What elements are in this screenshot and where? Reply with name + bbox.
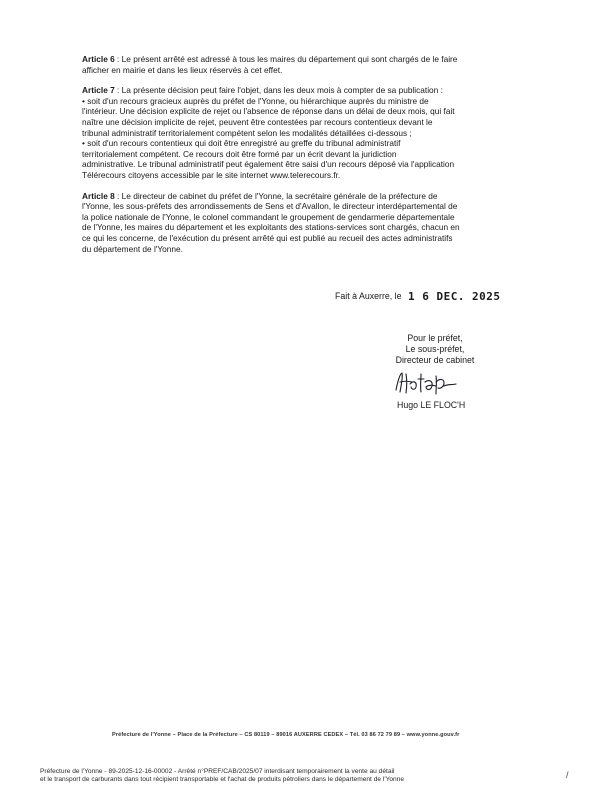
article-7-line: Article 7 : La présente décision peut faire l'objet, dans les deux mois à compter de sa publication : — [82, 85, 443, 96]
place-and-date — [335, 289, 501, 302]
footer-address: Préfecture de l'Yonne – Place de la Préfecture – CS 80119 – 89016 AUXERRE CEDEX – Tél. 03 86 72 79 89 – www.yonne.gouv.fr — [112, 732, 460, 738]
article-8-line: ce qui les concerne, de l'exécution du présent arrêté qui est publié au recueil des actes administratifs — [82, 232, 453, 243]
article-8-heading: Article 8 — [82, 190, 115, 201]
article-8-line: Article 8 : Le directeur de cabinet du préfet de l'Yonne, la secrétaire générale de la préfecture de — [82, 190, 438, 201]
signer-name: Hugo LE FLOC'H — [397, 400, 466, 410]
publication-stamp — [40, 768, 580, 784]
article-7 — [82, 85, 532, 180]
article-7-line: • soit d'un recours contentieux qui doit être enregistré au greffe du tribunal administratif — [82, 138, 401, 149]
document-body — [82, 54, 532, 264]
corner-mark: / — [566, 770, 569, 780]
article-6-line: Article 6 : Le présent arrêté est adressé à tous les maires du département qui sont chargés de le faire — [82, 54, 458, 64]
handwritten-signature — [392, 370, 462, 396]
stamp-line: Préfecture de l'Yonne - 89-2025-12-16-00002 - Arrêté n°PREF/CAB/2025/07 interdisant temporairement la vente au détail — [40, 768, 395, 775]
article-7-line: territorialement compétent. Ce recours doit être formé par un écrit devant la juridiction — [82, 148, 397, 159]
stamp-line: et le transport de carburants dans tout récipient transportable et l'achat de produits pétroliers dans le département de l'Yonne — [40, 776, 405, 783]
article-8-line: la police nationale de l'Yonne, le colonel commandant le groupement de gendarmerie départementale — [82, 211, 455, 222]
article-6 — [82, 54, 532, 75]
date-stamp: 1 6 DEC. 2025 — [407, 290, 501, 303]
article-8-line: l'Yonne, les sous-préfets des arrondissements de Sens et d'Avallon, le directeur interdépartemental de — [82, 201, 458, 212]
article-7-line: l'intérieur. Une décision explicite de rejet ou l'absence de réponse dans un délai de deux mois, qui fait — [82, 106, 455, 117]
article-7-line: administrative. Le tribunal administratif peut également être saisi d'un recours déposé via l'application — [82, 159, 455, 170]
article-8-line: de l'Yonne, les maires du département et les exploitants des stations-services sont chargés, chacun en — [82, 222, 460, 233]
place-label: Fait à Auxerre, le — [335, 291, 402, 301]
article-7-line: naître une décision implicite de rejet, peuvent être contestées par recours contentieux devant le — [82, 116, 433, 127]
article-7-line: tribunal administratif territorialement compétent selon les modalités détaillées ci-dessous ; — [82, 127, 412, 138]
signature-line: Directeur de cabinet — [395, 355, 475, 365]
article-8 — [82, 191, 532, 255]
article-7-heading: Article 7 — [82, 85, 115, 96]
signature-line: Pour le préfet, — [407, 333, 463, 343]
signature-line: Le sous-préfet, — [405, 344, 465, 354]
article-7-line: • soit d'un recours gracieux auprès du préfet de l'Yonne, ou hiérarchique auprès du ministre de — [82, 95, 429, 106]
article-6-line: afficher en mairie et dans les lieux réservés à cet effet. — [82, 64, 283, 75]
article-8-line: du département de l'Yonne. — [82, 243, 183, 254]
article-7-line: Télérecours citoyens accessible par le site internet www.telerecours.fr. — [82, 169, 341, 180]
article-6-heading: Article 6 — [82, 54, 115, 64]
signature-titles — [380, 333, 490, 366]
